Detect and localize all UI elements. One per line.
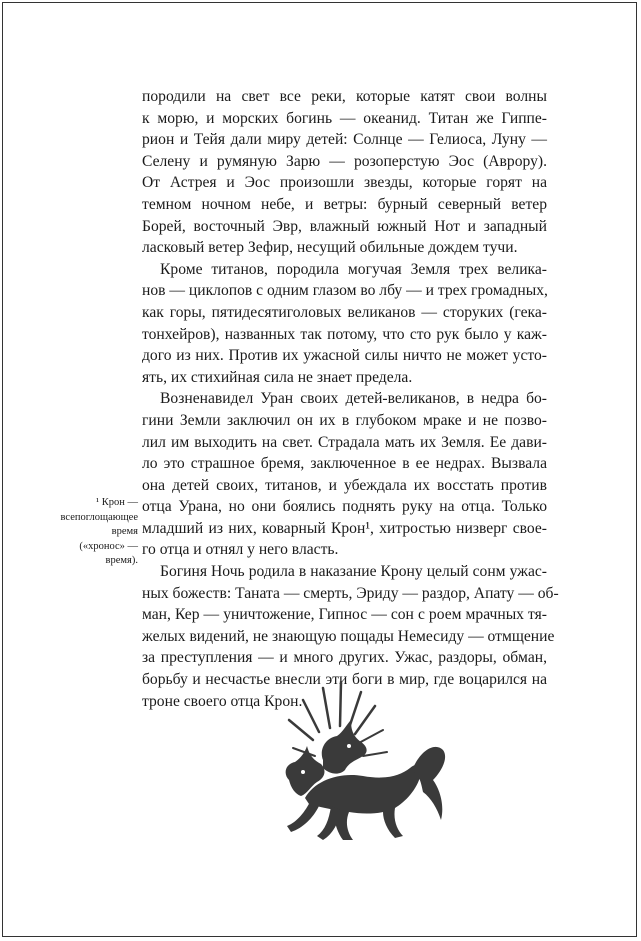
text-line: троне своего отца Крон. bbox=[142, 692, 303, 710]
text-line: породили на свет все реки, которые катят свои волны bbox=[142, 88, 547, 105]
text-line: От Астрея и Эос произошли звезды, которые горят на bbox=[142, 174, 547, 192]
text-line: как горы, пятидесятиголовых великанов — сторуких (гека- bbox=[142, 303, 547, 321]
main-text bbox=[142, 86, 559, 712]
text-line: дого из них. Против их ужасной силы ничто не может усто- bbox=[142, 347, 547, 365]
text-line: ных божеств: Таната — смерть, Эриду — раздор, Апату — об- bbox=[142, 584, 559, 602]
text-line: к морю, и морских богинь — океанид. Титан же Гиппе- bbox=[142, 109, 547, 127]
text-line: темном ночном небе, и ветры: бурный северный ветер bbox=[142, 195, 547, 213]
footnote-line: время). bbox=[105, 555, 138, 566]
paragraph-1 bbox=[142, 86, 547, 259]
two-headed-wolf-beast-icon bbox=[245, 680, 455, 858]
text-line: ласковый ветер Зефир, несущий обильные дождем тучи. bbox=[142, 239, 518, 257]
text-line: лил им выходить на свет. Страдала мать их Земля. Ее дави- bbox=[142, 433, 547, 451]
text-line: желых видений, не знающую пощады Немесиду — отмщение bbox=[142, 627, 555, 645]
text-line: нов — циклопов с одним глазом во лбу — и трех громадных, bbox=[142, 282, 548, 300]
paragraph-2 bbox=[142, 259, 547, 389]
footnote-line: время bbox=[111, 526, 138, 537]
text-line: го отца и отнял у него власть. bbox=[142, 541, 339, 559]
text-line: тонхейров), названных так потому, что сто рук было у каж- bbox=[142, 325, 547, 343]
text-line: ять, их стихийная сила не знает предела. bbox=[142, 368, 413, 386]
text-line: отца Урана, но они боялись поднять руку на отца. Только bbox=[142, 498, 547, 516]
text-line: за преступления — и много других. Ужас, раздоры, обман, bbox=[142, 649, 547, 667]
footnote bbox=[40, 496, 138, 569]
text-line: ло это страшное бремя, заключенное в ее недрах. Вызвала bbox=[142, 455, 547, 473]
text-line: Борей, восточный Эвр, влажный южный Нот и западный bbox=[142, 217, 547, 235]
text-line: Селену и румяную Зарю — розоперстую Эос (Аврору). bbox=[142, 152, 547, 170]
text-line: гини Земли заключил он их в глубоком мраке и не позво- bbox=[142, 411, 547, 429]
text-line: Кроме титанов, породила могучая Земля трех велика- bbox=[160, 260, 547, 278]
footnote-line: («хронос» — bbox=[79, 540, 138, 552]
text-line: Возненавидел Уран своих детей-великанов, в недра бо- bbox=[160, 390, 547, 408]
footnote-line: ¹ Крон — bbox=[95, 497, 138, 508]
text-line: Богиня Ночь родила в наказание Крону целый сонм ужас- bbox=[160, 563, 547, 581]
text-line: рион и Тейя дали миру детей: Солнце — Гелиоса, Луну — bbox=[142, 131, 547, 149]
footnote-line: всепоглощающее bbox=[60, 511, 138, 523]
text-line: ман, Кер — уничтожение, Гипнос — сон с роем мрачных тя- bbox=[142, 606, 547, 624]
text-line: она детей своих, титанов, и убеждала их восстать против bbox=[142, 476, 547, 494]
text-line: борьбу и несчастье внесли эти боги в мир, где воцарился на bbox=[142, 671, 547, 689]
paragraph-3 bbox=[142, 388, 547, 561]
text-line: младший из них, коварный Крон¹, хитростью низверг свое- bbox=[142, 519, 547, 537]
